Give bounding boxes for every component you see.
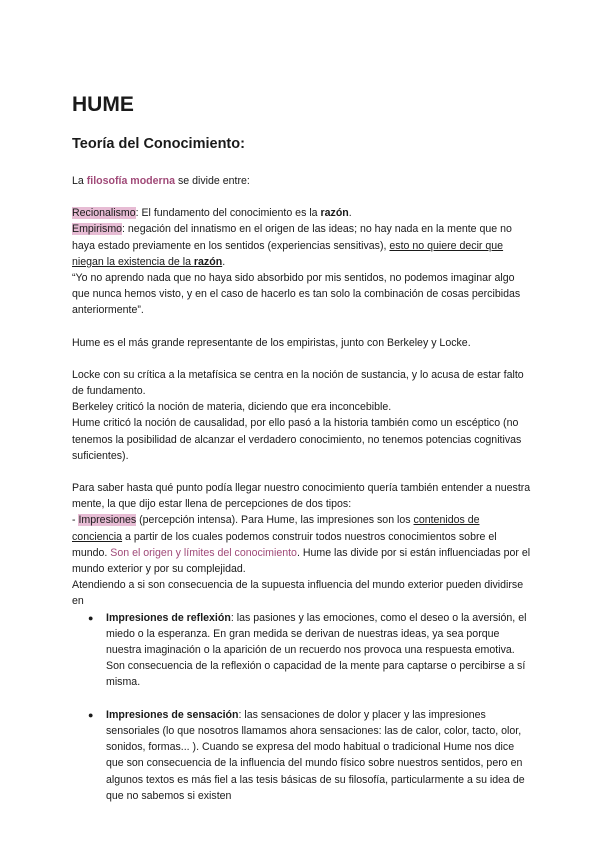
empirismo-text: : negación del innatismo en el origen de las ideas; no hay nada en la mente que no haya estado previamente en los sentidos (experiencias sensitivas),	[72, 223, 512, 252]
racionalismo-end: .	[348, 207, 352, 220]
page-title: HUME	[72, 93, 134, 116]
racionalismo-definition	[72, 205, 532, 221]
impresiones-dash: -	[72, 514, 79, 527]
impresiones-end: . Hume las divide por si están influenciadas por el mundo exterior y por su complejidad.	[72, 546, 531, 576]
list-item-text: : las pasiones y las emociones, como el deseo o la aversión, el miedo o la esperanza. En gran medida se derivan de nuestras ideas, ya sea porque nuestra imaginación o la aparición de un recuerdo nos provoca una respuesta emotiva. Son consecuencia de la reflexión o capacidad de la mente para captarse o percibirse a sí misma.	[106, 611, 527, 689]
section-heading: Teoría del Conocimiento:	[72, 136, 245, 152]
term-filosofia-moderna: filosofía moderna	[86, 175, 176, 187]
impresiones-pink-highlight: Son el origen y límites del conocimiento	[110, 546, 297, 559]
intro-paragraph	[72, 173, 532, 189]
locke-paragraph: Locke con su crítica a la metafísica se centra en la noción de sustancia, y lo acusa de estar falto de fundamento.	[72, 368, 524, 398]
impresiones-underlined: contenidos de conciencia	[72, 514, 480, 543]
list-item-sensacion	[86, 707, 532, 804]
hume-representante-paragraph: Hume es el más grande representante de los empiristas, junto con Berkeley y Locke.	[72, 336, 471, 349]
impresiones-text: (percepción intensa). Para Hume, las impresiones son los	[136, 514, 414, 527]
term-racionalismo: Recionalismo	[72, 207, 136, 220]
term-empirismo: Empirismo	[72, 223, 123, 236]
racionalismo-text: : El fundamento del conocimiento es la	[135, 207, 321, 220]
racionalismo-bold: razón	[320, 207, 349, 220]
impresiones-list	[86, 610, 532, 804]
percepciones-intro-paragraph: Para saber hasta qué punto podía llegar nuestro conocimiento quería también entender a nuestra mente, la que dijo estar llena de percepciones de dos tipos:	[72, 482, 531, 511]
empirismo-underlined: esto no quiere decir que niegan la existencia de la	[72, 239, 504, 268]
list-item-reflexion	[86, 610, 532, 691]
intro-text: La	[72, 175, 87, 187]
empirismo-end: .	[222, 255, 226, 268]
impresiones-middle: a partir de los cuales podemos construir todos nuestros conocimientos sobre el mundo.	[72, 530, 497, 559]
bullet-icon: ●	[88, 612, 94, 623]
hume-causalidad-paragraph: Hume criticó la noción de causalidad, por ello pasó a la historia también como un escéptico (no tenemos la posibilidad de alcanzar el verdadero conocimiento, no tenemos potencias cognitivas suficientes).	[72, 417, 522, 462]
berkeley-paragraph: Berkeley criticó la noción de materia, diciendo que era inconcebible.	[72, 401, 392, 414]
empirismo-underlined-bold: razón	[193, 255, 223, 268]
list-item-text: : las sensaciones de dolor y placer y las impresiones sensoriales (lo que nosotros llamamos ahora sensaciones: las de calor, color, tacto, olor, sonidos, formas... ). Cuando se expresa del modo habitual o tradicional Hume nos dice que son consecuencia de la influencia del mundo físico sobre nuestros sentidos, pero en algunos textos es más fiel a las tesis básicas de su filosofía, particularmente a su idea de que no sabemos si existen	[106, 708, 525, 802]
impresiones-paragraph	[72, 512, 532, 577]
list-item-title: Impresiones de sensación	[106, 708, 239, 721]
term-impresiones: Impresiones	[78, 514, 137, 527]
document-body	[72, 92, 532, 804]
quote-paragraph: “Yo no aprendo nada que no haya sido absorbido por mis sentidos, no podemos imaginar algo que nunca hemos visto, y en el caso de hacerlo es tan solo la combinación de cosas percibidas anteriormente”.	[72, 272, 521, 317]
bullet-icon: ●	[88, 709, 94, 720]
intro-text-end: se divide entre:	[175, 175, 250, 187]
empirismo-definition	[72, 221, 532, 270]
list-item-title: Impresiones de reflexión	[106, 611, 231, 624]
atendiendo-paragraph: Atendiendo a si son consecuencia de la supuesta influencia del mundo exterior pueden dividirse en	[72, 579, 524, 608]
